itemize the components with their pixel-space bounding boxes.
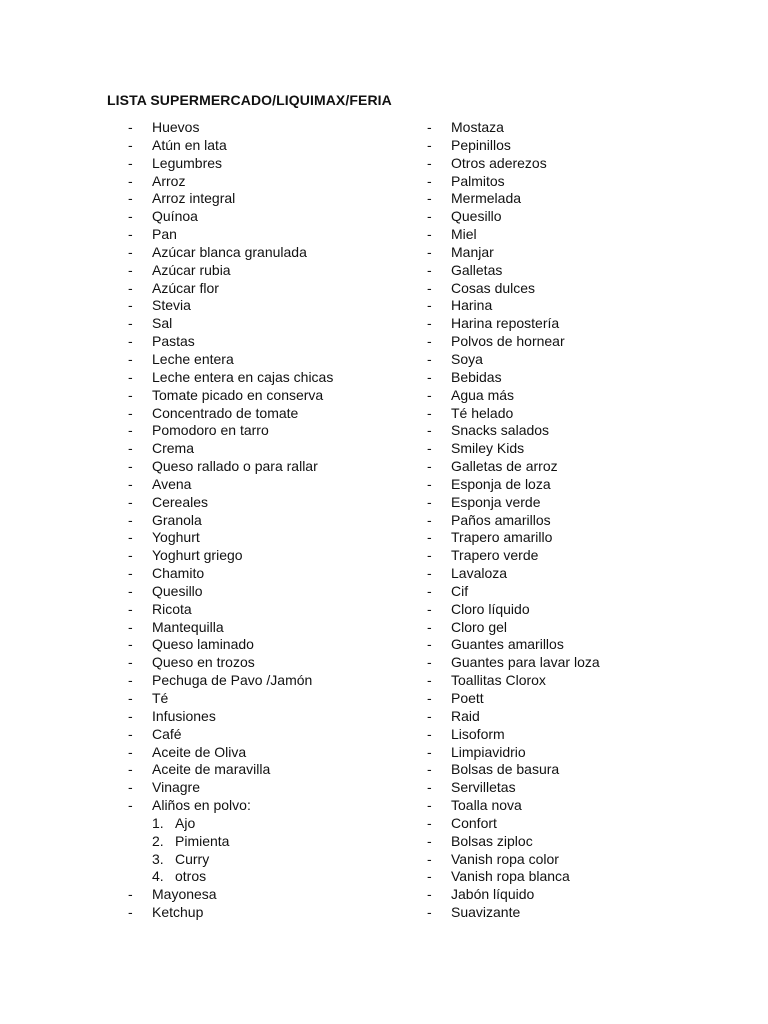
item-label: Curry — [175, 850, 210, 867]
item-label: Stevia — [152, 297, 191, 314]
bullet-dash: - — [427, 297, 432, 314]
item-label: Vinagre — [152, 779, 201, 796]
bullet-dash: - — [128, 797, 133, 814]
item-label: Lavaloza — [451, 565, 508, 582]
item-label: Suavizante — [451, 904, 521, 921]
item-label: Manjar — [451, 243, 494, 260]
bullet-dash: - — [128, 119, 133, 135]
item-label: Arroz integral — [152, 190, 236, 207]
item-label: Ajo — [175, 814, 196, 831]
bullet-dash: - — [427, 315, 432, 332]
item-label: Infusiones — [152, 707, 216, 724]
item-label: Palmitos — [451, 172, 505, 189]
bullet-dash: - — [427, 350, 432, 367]
item-label: Tomate picado en conserva — [152, 386, 324, 403]
item-label: Chamito — [152, 565, 205, 582]
item-label: Crema — [152, 440, 195, 457]
item-label: Queso rallado o para rallar — [152, 458, 318, 475]
item-label: Pepinillos — [451, 136, 511, 153]
bullet-dash: - — [128, 618, 133, 635]
bullet-dash: - — [128, 440, 133, 457]
bullet-dash: - — [128, 190, 133, 207]
bullet-dash: - — [427, 226, 432, 243]
bullet-dash: - — [128, 136, 133, 153]
item-label: Guantes amarillos — [451, 636, 564, 653]
bullet-dash: - — [128, 422, 133, 439]
bullet-dash: - — [128, 386, 133, 403]
item-label: Leche entera — [152, 350, 234, 367]
bullet-dash: - — [427, 333, 432, 350]
item-label: Pimienta — [175, 832, 230, 849]
bullet-dash: - — [427, 386, 432, 403]
bullet-dash: - — [427, 154, 432, 171]
bullet-dash: - — [427, 707, 432, 724]
item-label: Guantes para lavar loza — [451, 654, 600, 671]
bullet-dash: - — [427, 119, 432, 135]
bullet-dash: - — [427, 868, 432, 885]
item-label: Cloro gel — [451, 618, 508, 635]
item-label: Galletas — [451, 261, 503, 278]
item-label: Mostaza — [451, 119, 504, 135]
item-label: Azúcar flor — [152, 279, 219, 296]
item-label: Bebidas — [451, 368, 502, 385]
item-label: Bolsas ziploc — [451, 832, 533, 849]
bullet-dash: - — [427, 886, 432, 903]
item-label: Mermelada — [451, 190, 522, 207]
item-label: Té helado — [451, 404, 514, 421]
bullet-dash: - — [427, 797, 432, 814]
item-label: Yoghurt griego — [152, 547, 243, 564]
item-label: Miel — [451, 226, 477, 243]
item-number: 1. — [152, 814, 164, 831]
item-label: Polvos de hornear — [451, 333, 565, 350]
bullet-dash: - — [128, 297, 133, 314]
bullet-dash: - — [128, 672, 133, 689]
bullet-dash: - — [427, 547, 432, 564]
bullet-dash: - — [128, 725, 133, 742]
bullet-dash: - — [427, 904, 432, 921]
item-label: Bolsas de basura — [451, 761, 560, 778]
bullet-dash: - — [128, 886, 133, 903]
bullet-dash: - — [128, 743, 133, 760]
bullet-dash: - — [128, 226, 133, 243]
item-label: Azúcar rubia — [152, 261, 231, 278]
item-label: Esponja verde — [451, 493, 541, 510]
item-label: Poett — [451, 690, 484, 706]
bullet-dash: - — [128, 600, 133, 617]
bullet-dash: - — [128, 493, 133, 510]
item-number: 2. — [152, 832, 164, 849]
bullet-dash: - — [427, 440, 432, 457]
bullet-dash: - — [128, 565, 133, 582]
bullet-dash: - — [427, 761, 432, 778]
bullet-dash: - — [128, 654, 133, 671]
bullet-dash: - — [128, 458, 133, 475]
item-label: Aliños en polvo: — [152, 797, 251, 814]
document-title: LISTA SUPERMERCADO/LIQUIMAX/FERIA — [107, 92, 392, 108]
item-label: Azúcar blanca granulada — [152, 243, 307, 260]
item-label: Confort — [451, 814, 497, 831]
item-label: Leche entera en cajas chicas — [152, 368, 334, 385]
item-label: Quínoa — [152, 208, 198, 225]
item-label: Quesillo — [451, 208, 502, 225]
item-label: Paños amarillos — [451, 511, 551, 528]
bullet-dash: - — [427, 779, 432, 796]
bullet-dash: - — [128, 350, 133, 367]
item-label: Granola — [152, 511, 202, 528]
bullet-dash: - — [128, 511, 133, 528]
item-label: Legumbres — [152, 154, 223, 171]
item-label: Ricota — [152, 600, 192, 617]
bullet-dash: - — [427, 565, 432, 582]
item-label: Pechuga de Pavo /Jamón — [152, 672, 313, 689]
item-label: Mayonesa — [152, 886, 217, 903]
bullet-dash: - — [427, 582, 432, 599]
item-label: Cereales — [152, 493, 209, 510]
bullet-dash: - — [128, 208, 133, 225]
bullet-dash: - — [427, 208, 432, 225]
item-label: Pomodoro en tarro — [152, 422, 269, 439]
bullet-dash: - — [128, 636, 133, 653]
item-label: Cosas dulces — [451, 279, 536, 296]
bullet-dash: - — [128, 904, 133, 921]
item-label: Soya — [451, 350, 483, 367]
bullet-dash: - — [427, 618, 432, 635]
item-label: Vanish ropa color — [451, 850, 559, 867]
bullet-dash: - — [427, 422, 432, 439]
item-label: Jabón líquido — [451, 886, 535, 903]
bullet-dash: - — [128, 172, 133, 189]
bullet-dash: - — [427, 850, 432, 867]
item-label: Agua más — [451, 386, 515, 403]
item-label: Sal — [152, 315, 173, 332]
item-label: Raid — [451, 707, 480, 724]
item-label: Mantequilla — [152, 618, 224, 635]
bullet-dash: - — [128, 761, 133, 778]
bullet-dash: - — [427, 529, 432, 546]
item-label: Aceite de maravilla — [152, 761, 271, 778]
bullet-dash: - — [128, 261, 133, 278]
bullet-dash: - — [427, 725, 432, 742]
bullet-dash: - — [427, 190, 432, 207]
item-label: otros — [175, 868, 207, 885]
item-label: Aceite de Oliva — [152, 743, 247, 760]
bullet-dash: - — [427, 814, 432, 831]
item-label: Harina — [451, 297, 493, 314]
bullet-dash: - — [427, 654, 432, 671]
item-label: Vanish ropa blanca — [451, 868, 570, 885]
bullet-dash: - — [128, 547, 133, 564]
bullet-dash: - — [427, 458, 432, 475]
bullet-dash: - — [128, 368, 133, 385]
item-label: Toallitas Clorox — [451, 672, 546, 689]
item-label: Avena — [152, 475, 192, 492]
bullet-dash: - — [128, 279, 133, 296]
item-label: Esponja de loza — [451, 475, 551, 492]
bullet-dash: - — [427, 636, 432, 653]
item-label: Smiley Kids — [451, 440, 525, 457]
item-label: Harina repostería — [451, 315, 560, 332]
bullet-dash: - — [128, 243, 133, 260]
bullet-dash: - — [128, 475, 133, 492]
bullet-dash: - — [427, 743, 432, 760]
item-label: Huevos — [152, 119, 200, 135]
item-label: Servilletas — [451, 779, 516, 796]
item-label: Snacks salados — [451, 422, 550, 439]
item-label: Pan — [152, 226, 177, 243]
bullet-dash: - — [427, 832, 432, 849]
item-label: Trapero amarillo — [451, 529, 553, 546]
bullet-dash: - — [427, 243, 432, 260]
bullet-dash: - — [427, 172, 432, 189]
item-label: Cloro líquido — [451, 600, 530, 617]
item-label: Concentrado de tomate — [152, 404, 299, 421]
item-label: Limpiavidrio — [451, 743, 526, 760]
bullet-dash: - — [128, 779, 133, 796]
item-label: Galletas de arroz — [451, 458, 558, 475]
bullet-dash: - — [427, 404, 432, 421]
bullet-dash: - — [427, 136, 432, 153]
item-label: Lisoform — [451, 725, 505, 742]
bullet-dash: - — [128, 333, 133, 350]
item-label: Atún en lata — [152, 136, 227, 153]
item-label: Trapero verde — [451, 547, 539, 564]
bullet-dash: - — [128, 707, 133, 724]
bullet-dash: - — [128, 404, 133, 421]
item-label: Queso laminado — [152, 636, 254, 653]
item-label: Yoghurt — [152, 529, 200, 546]
item-label: Otros aderezos — [451, 154, 547, 171]
bullet-dash: - — [427, 600, 432, 617]
item-number: 3. — [152, 850, 164, 867]
bullet-dash: - — [427, 672, 432, 689]
bullet-dash: - — [427, 690, 432, 706]
item-label: Arroz — [152, 172, 186, 189]
bullet-dash: - — [128, 315, 133, 332]
item-label: Ketchup — [152, 904, 204, 921]
bullet-dash: - — [128, 690, 133, 706]
item-label: Café — [152, 725, 182, 742]
bullet-dash: - — [128, 582, 133, 599]
item-label: Cif — [451, 582, 469, 599]
item-label: Queso en trozos — [152, 654, 255, 671]
item-label: Té — [152, 690, 169, 706]
item-label: Quesillo — [152, 582, 203, 599]
item-label: Pastas — [152, 333, 195, 350]
bullet-dash: - — [427, 261, 432, 278]
bullet-dash: - — [427, 511, 432, 528]
bullet-dash: - — [427, 368, 432, 385]
item-label: Toalla nova — [451, 797, 522, 814]
bullet-dash: - — [128, 529, 133, 546]
bullet-dash: - — [427, 493, 432, 510]
bullet-dash: - — [427, 279, 432, 296]
bullet-dash: - — [427, 475, 432, 492]
bullet-dash: - — [128, 154, 133, 171]
item-number: 4. — [152, 868, 164, 885]
